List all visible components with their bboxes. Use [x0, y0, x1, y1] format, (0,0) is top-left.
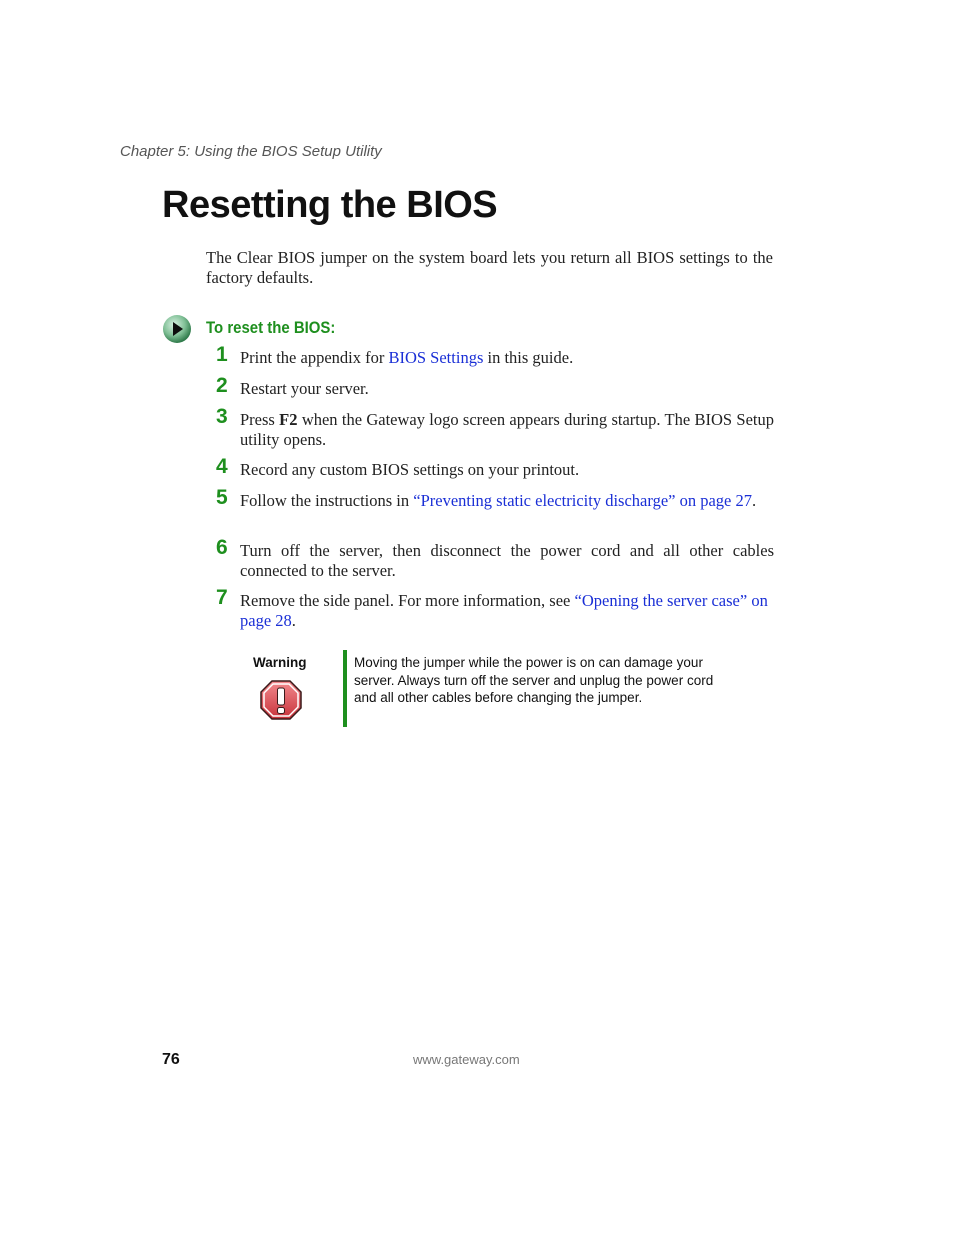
- step-text: Remove the side panel. For more information, see “Opening the server case” on page 28.: [240, 591, 768, 630]
- step-text: Press F2 when the Gateway logo screen appears during startup. The BIOS Setup utility opens.: [240, 410, 774, 449]
- step-number: 4: [216, 455, 228, 478]
- page-number: 76: [162, 1051, 180, 1068]
- step-number: 6: [216, 536, 228, 559]
- step-number: 5: [216, 486, 228, 509]
- key-f2: F2: [279, 410, 298, 429]
- step-text: Follow the instructions in “Preventing static electricity discharge” on page 27.: [240, 491, 757, 510]
- chapter-header: Chapter 5: Using the BIOS Setup Utility: [120, 143, 382, 160]
- warning-text: Moving the jumper while the power is on can damage your server. Always turn off the server and unplug the power cord and all other cables before changing the jumper.: [354, 655, 714, 705]
- warning-label: Warning: [253, 655, 307, 670]
- step-7: [206, 586, 774, 630]
- warning-divider: [343, 650, 347, 727]
- step-number: 2: [216, 374, 228, 397]
- opening-server-case-link[interactable]: “Opening the server case” on page 28: [240, 591, 768, 630]
- step-3: [206, 405, 774, 449]
- footer-url[interactable]: www.gateway.com: [413, 1052, 520, 1067]
- procedure-heading: To reset the BIOS:: [206, 318, 336, 337]
- bios-settings-link[interactable]: BIOS Settings: [388, 348, 484, 367]
- static-discharge-link[interactable]: “Preventing static electricity discharge” on page 27: [413, 491, 752, 510]
- step-text: Record any custom BIOS settings on your printout.: [240, 460, 580, 479]
- warning-octagon-icon: [259, 679, 303, 721]
- step-1: [206, 343, 774, 368]
- step-text: Restart your server.: [240, 379, 369, 398]
- step-6: [206, 536, 774, 580]
- step-number: 1: [216, 343, 228, 366]
- step-text: Turn off the server, then disconnect the power cord and all other cables connected to the server.: [240, 541, 774, 580]
- intro-paragraph: The Clear BIOS jumper on the system board lets you return all BIOS settings to the factory defaults.: [206, 248, 773, 287]
- page-title: Resetting the BIOS: [162, 184, 498, 226]
- green-arrow-icon: [162, 314, 192, 344]
- step-text: Print the appendix for BIOS Settings in this guide.: [240, 348, 574, 367]
- step-2: [206, 374, 774, 399]
- step-number: 7: [216, 586, 228, 609]
- step-4: [206, 455, 774, 480]
- step-5: [206, 486, 774, 511]
- step-number: 3: [216, 405, 228, 428]
